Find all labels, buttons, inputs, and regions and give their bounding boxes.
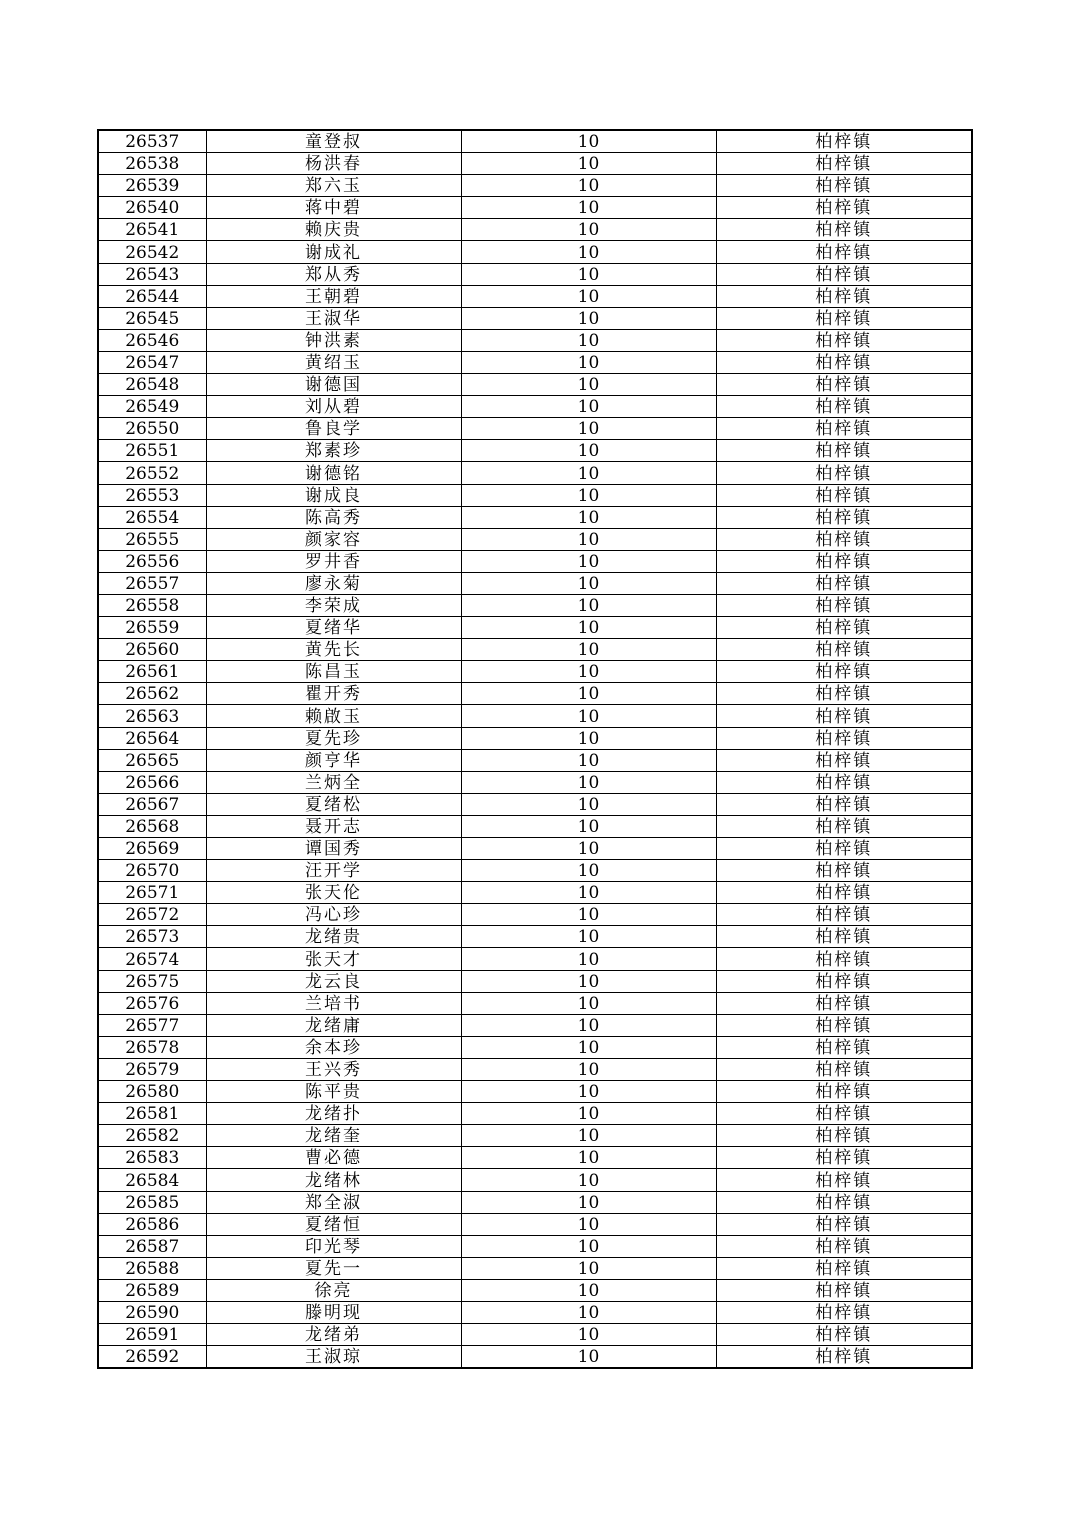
table-row bbox=[98, 860, 972, 882]
id-cell: 26543 bbox=[98, 263, 206, 285]
id-cell: 26592 bbox=[98, 1346, 206, 1369]
name-cell: 张天才 bbox=[206, 948, 461, 970]
table-row bbox=[98, 528, 972, 550]
id-cell: 26564 bbox=[98, 727, 206, 749]
amount-cell: 10 bbox=[461, 329, 716, 351]
amount-cell: 10 bbox=[461, 793, 716, 815]
amount-cell: 10 bbox=[461, 705, 716, 727]
town-cell: 柏梓镇 bbox=[716, 1147, 972, 1169]
town-cell: 柏梓镇 bbox=[716, 727, 972, 749]
town-cell: 柏梓镇 bbox=[716, 705, 972, 727]
town-cell: 柏梓镇 bbox=[716, 1346, 972, 1369]
id-cell: 26562 bbox=[98, 683, 206, 705]
amount-cell: 10 bbox=[461, 970, 716, 992]
name-cell: 龙绪贵 bbox=[206, 926, 461, 948]
table-row bbox=[98, 793, 972, 815]
table-row bbox=[98, 462, 972, 484]
table-row bbox=[98, 1169, 972, 1191]
amount-cell: 10 bbox=[461, 374, 716, 396]
amount-cell: 10 bbox=[461, 462, 716, 484]
amount-cell: 10 bbox=[461, 1235, 716, 1257]
table-row bbox=[98, 771, 972, 793]
town-cell: 柏梓镇 bbox=[716, 263, 972, 285]
town-cell: 柏梓镇 bbox=[716, 815, 972, 837]
town-cell: 柏梓镇 bbox=[716, 639, 972, 661]
amount-cell: 10 bbox=[461, 860, 716, 882]
town-cell: 柏梓镇 bbox=[716, 241, 972, 263]
amount-cell: 10 bbox=[461, 926, 716, 948]
id-cell: 26569 bbox=[98, 838, 206, 860]
table-row bbox=[98, 970, 972, 992]
amount-cell: 10 bbox=[461, 550, 716, 572]
name-cell: 谢德铭 bbox=[206, 462, 461, 484]
name-cell: 颜家容 bbox=[206, 528, 461, 550]
table-row bbox=[98, 374, 972, 396]
amount-cell: 10 bbox=[461, 1257, 716, 1279]
name-cell: 李荣成 bbox=[206, 594, 461, 616]
id-cell: 26583 bbox=[98, 1147, 206, 1169]
amount-cell: 10 bbox=[461, 1014, 716, 1036]
name-cell: 王淑华 bbox=[206, 307, 461, 329]
amount-cell: 10 bbox=[461, 263, 716, 285]
town-cell: 柏梓镇 bbox=[716, 661, 972, 683]
name-cell: 郑素珍 bbox=[206, 440, 461, 462]
table-row bbox=[98, 1257, 972, 1279]
table-row bbox=[98, 594, 972, 616]
amount-cell: 10 bbox=[461, 440, 716, 462]
id-cell: 26582 bbox=[98, 1125, 206, 1147]
name-cell: 谢德国 bbox=[206, 374, 461, 396]
table-row bbox=[98, 197, 972, 219]
name-cell: 王淑琼 bbox=[206, 1346, 461, 1369]
table-row bbox=[98, 175, 972, 197]
amount-cell: 10 bbox=[461, 307, 716, 329]
id-cell: 26591 bbox=[98, 1324, 206, 1346]
town-cell: 柏梓镇 bbox=[716, 374, 972, 396]
name-cell: 龙绪庸 bbox=[206, 1014, 461, 1036]
table-row bbox=[98, 329, 972, 351]
amount-cell: 10 bbox=[461, 617, 716, 639]
name-cell: 汪开学 bbox=[206, 860, 461, 882]
town-cell: 柏梓镇 bbox=[716, 948, 972, 970]
table-row bbox=[98, 1014, 972, 1036]
id-cell: 26581 bbox=[98, 1103, 206, 1125]
amount-cell: 10 bbox=[461, 285, 716, 307]
table-row bbox=[98, 351, 972, 373]
name-cell: 赖啟玉 bbox=[206, 705, 461, 727]
name-cell: 徐亮 bbox=[206, 1279, 461, 1301]
id-cell: 26548 bbox=[98, 374, 206, 396]
name-cell: 龙云良 bbox=[206, 970, 461, 992]
name-cell: 郑六玉 bbox=[206, 175, 461, 197]
amount-cell: 10 bbox=[461, 1036, 716, 1058]
name-cell: 张天伦 bbox=[206, 882, 461, 904]
table-row bbox=[98, 1125, 972, 1147]
name-cell: 郑全淑 bbox=[206, 1191, 461, 1213]
id-cell: 26560 bbox=[98, 639, 206, 661]
town-cell: 柏梓镇 bbox=[716, 1125, 972, 1147]
amount-cell: 10 bbox=[461, 396, 716, 418]
town-cell: 柏梓镇 bbox=[716, 860, 972, 882]
amount-cell: 10 bbox=[461, 572, 716, 594]
name-cell: 滕明现 bbox=[206, 1301, 461, 1323]
name-cell: 罗井香 bbox=[206, 550, 461, 572]
amount-cell: 10 bbox=[461, 882, 716, 904]
town-cell: 柏梓镇 bbox=[716, 484, 972, 506]
id-cell: 26546 bbox=[98, 329, 206, 351]
town-cell: 柏梓镇 bbox=[716, 506, 972, 528]
name-cell: 谭国秀 bbox=[206, 838, 461, 860]
name-cell: 黄绍玉 bbox=[206, 351, 461, 373]
id-cell: 26539 bbox=[98, 175, 206, 197]
amount-cell: 10 bbox=[461, 727, 716, 749]
amount-cell: 10 bbox=[461, 351, 716, 373]
table-body bbox=[98, 130, 972, 1368]
id-cell: 26575 bbox=[98, 970, 206, 992]
name-cell: 颜亨华 bbox=[206, 749, 461, 771]
table-row bbox=[98, 1279, 972, 1301]
name-cell: 龙绪奎 bbox=[206, 1125, 461, 1147]
name-cell: 黄先长 bbox=[206, 639, 461, 661]
name-cell: 陈平贵 bbox=[206, 1081, 461, 1103]
table-row bbox=[98, 572, 972, 594]
town-cell: 柏梓镇 bbox=[716, 1081, 972, 1103]
name-cell: 钟洪素 bbox=[206, 329, 461, 351]
town-cell: 柏梓镇 bbox=[716, 1058, 972, 1080]
table-row bbox=[98, 683, 972, 705]
table-row bbox=[98, 219, 972, 241]
id-cell: 26553 bbox=[98, 484, 206, 506]
town-cell: 柏梓镇 bbox=[716, 130, 972, 153]
town-cell: 柏梓镇 bbox=[716, 1257, 972, 1279]
id-cell: 26568 bbox=[98, 815, 206, 837]
town-cell: 柏梓镇 bbox=[716, 351, 972, 373]
name-cell: 夏先珍 bbox=[206, 727, 461, 749]
town-cell: 柏梓镇 bbox=[716, 1213, 972, 1235]
table-row bbox=[98, 705, 972, 727]
id-cell: 26554 bbox=[98, 506, 206, 528]
town-cell: 柏梓镇 bbox=[716, 572, 972, 594]
id-cell: 26571 bbox=[98, 882, 206, 904]
id-cell: 26588 bbox=[98, 1257, 206, 1279]
table-row bbox=[98, 1081, 972, 1103]
table-row bbox=[98, 948, 972, 970]
id-cell: 26555 bbox=[98, 528, 206, 550]
name-cell: 郑从秀 bbox=[206, 263, 461, 285]
table-row bbox=[98, 1147, 972, 1169]
table-row bbox=[98, 1036, 972, 1058]
table-row bbox=[98, 1191, 972, 1213]
amount-cell: 10 bbox=[461, 1081, 716, 1103]
id-cell: 26561 bbox=[98, 661, 206, 683]
id-cell: 26585 bbox=[98, 1191, 206, 1213]
table-row bbox=[98, 396, 972, 418]
town-cell: 柏梓镇 bbox=[716, 992, 972, 1014]
table-row bbox=[98, 617, 972, 639]
amount-cell: 10 bbox=[461, 175, 716, 197]
id-cell: 26541 bbox=[98, 219, 206, 241]
town-cell: 柏梓镇 bbox=[716, 153, 972, 175]
id-cell: 26570 bbox=[98, 860, 206, 882]
town-cell: 柏梓镇 bbox=[716, 307, 972, 329]
table-row bbox=[98, 1235, 972, 1257]
name-cell: 冯心珍 bbox=[206, 904, 461, 926]
id-cell: 26545 bbox=[98, 307, 206, 329]
table-row bbox=[98, 440, 972, 462]
town-cell: 柏梓镇 bbox=[716, 528, 972, 550]
table-row bbox=[98, 307, 972, 329]
table-row bbox=[98, 1301, 972, 1323]
id-cell: 26550 bbox=[98, 418, 206, 440]
id-cell: 26544 bbox=[98, 285, 206, 307]
table-row bbox=[98, 639, 972, 661]
town-cell: 柏梓镇 bbox=[716, 1235, 972, 1257]
table-row bbox=[98, 1058, 972, 1080]
name-cell: 陈昌玉 bbox=[206, 661, 461, 683]
id-cell: 26580 bbox=[98, 1081, 206, 1103]
table-row bbox=[98, 153, 972, 175]
amount-cell: 10 bbox=[461, 1346, 716, 1369]
name-cell: 龙绪弟 bbox=[206, 1324, 461, 1346]
id-cell: 26556 bbox=[98, 550, 206, 572]
town-cell: 柏梓镇 bbox=[716, 970, 972, 992]
town-cell: 柏梓镇 bbox=[716, 1014, 972, 1036]
table-row bbox=[98, 749, 972, 771]
town-cell: 柏梓镇 bbox=[716, 838, 972, 860]
id-cell: 26566 bbox=[98, 771, 206, 793]
table-row bbox=[98, 285, 972, 307]
amount-cell: 10 bbox=[461, 1279, 716, 1301]
table-row bbox=[98, 815, 972, 837]
table-row bbox=[98, 1346, 972, 1369]
id-cell: 26584 bbox=[98, 1169, 206, 1191]
amount-cell: 10 bbox=[461, 1169, 716, 1191]
amount-cell: 10 bbox=[461, 683, 716, 705]
amount-cell: 10 bbox=[461, 484, 716, 506]
name-cell: 夏绪恒 bbox=[206, 1213, 461, 1235]
name-cell: 龙绪林 bbox=[206, 1169, 461, 1191]
town-cell: 柏梓镇 bbox=[716, 1103, 972, 1125]
town-cell: 柏梓镇 bbox=[716, 1191, 972, 1213]
id-cell: 26576 bbox=[98, 992, 206, 1014]
id-cell: 26563 bbox=[98, 705, 206, 727]
town-cell: 柏梓镇 bbox=[716, 793, 972, 815]
town-cell: 柏梓镇 bbox=[716, 329, 972, 351]
name-cell: 王兴秀 bbox=[206, 1058, 461, 1080]
id-cell: 26577 bbox=[98, 1014, 206, 1036]
amount-cell: 10 bbox=[461, 1324, 716, 1346]
amount-cell: 10 bbox=[461, 506, 716, 528]
table-row bbox=[98, 727, 972, 749]
amount-cell: 10 bbox=[461, 418, 716, 440]
town-cell: 柏梓镇 bbox=[716, 771, 972, 793]
id-cell: 26590 bbox=[98, 1301, 206, 1323]
amount-cell: 10 bbox=[461, 639, 716, 661]
name-cell: 夏先一 bbox=[206, 1257, 461, 1279]
id-cell: 26552 bbox=[98, 462, 206, 484]
amount-cell: 10 bbox=[461, 904, 716, 926]
name-cell: 印光琴 bbox=[206, 1235, 461, 1257]
town-cell: 柏梓镇 bbox=[716, 285, 972, 307]
id-cell: 26549 bbox=[98, 396, 206, 418]
id-cell: 26578 bbox=[98, 1036, 206, 1058]
town-cell: 柏梓镇 bbox=[716, 462, 972, 484]
name-cell: 廖永菊 bbox=[206, 572, 461, 594]
id-cell: 26551 bbox=[98, 440, 206, 462]
name-cell: 陈高秀 bbox=[206, 506, 461, 528]
id-cell: 26567 bbox=[98, 793, 206, 815]
table-row bbox=[98, 550, 972, 572]
town-cell: 柏梓镇 bbox=[716, 926, 972, 948]
id-cell: 26538 bbox=[98, 153, 206, 175]
id-cell: 26547 bbox=[98, 351, 206, 373]
name-cell: 龙绪扑 bbox=[206, 1103, 461, 1125]
id-cell: 26579 bbox=[98, 1058, 206, 1080]
table-row bbox=[98, 904, 972, 926]
id-cell: 26574 bbox=[98, 948, 206, 970]
name-cell: 王朝碧 bbox=[206, 285, 461, 307]
town-cell: 柏梓镇 bbox=[716, 550, 972, 572]
table-row bbox=[98, 241, 972, 263]
amount-cell: 10 bbox=[461, 771, 716, 793]
town-cell: 柏梓镇 bbox=[716, 882, 972, 904]
amount-cell: 10 bbox=[461, 1125, 716, 1147]
town-cell: 柏梓镇 bbox=[716, 594, 972, 616]
table-row bbox=[98, 484, 972, 506]
name-cell: 夏绪松 bbox=[206, 793, 461, 815]
town-cell: 柏梓镇 bbox=[716, 197, 972, 219]
table-row bbox=[98, 661, 972, 683]
name-cell: 谢成礼 bbox=[206, 241, 461, 263]
name-cell: 聂开志 bbox=[206, 815, 461, 837]
name-cell: 鲁良学 bbox=[206, 418, 461, 440]
name-cell: 曹必德 bbox=[206, 1147, 461, 1169]
id-cell: 26537 bbox=[98, 130, 206, 153]
id-cell: 26558 bbox=[98, 594, 206, 616]
amount-cell: 10 bbox=[461, 661, 716, 683]
amount-cell: 10 bbox=[461, 197, 716, 219]
table-row bbox=[98, 838, 972, 860]
amount-cell: 10 bbox=[461, 948, 716, 970]
id-cell: 26565 bbox=[98, 749, 206, 771]
amount-cell: 10 bbox=[461, 749, 716, 771]
table-row bbox=[98, 506, 972, 528]
table-row bbox=[98, 1324, 972, 1346]
amount-cell: 10 bbox=[461, 130, 716, 153]
id-cell: 26559 bbox=[98, 617, 206, 639]
table-row bbox=[98, 263, 972, 285]
amount-cell: 10 bbox=[461, 1213, 716, 1235]
name-cell: 兰培书 bbox=[206, 992, 461, 1014]
town-cell: 柏梓镇 bbox=[716, 1301, 972, 1323]
town-cell: 柏梓镇 bbox=[716, 440, 972, 462]
id-cell: 26542 bbox=[98, 241, 206, 263]
name-cell: 夏绪华 bbox=[206, 617, 461, 639]
table-row bbox=[98, 882, 972, 904]
amount-cell: 10 bbox=[461, 219, 716, 241]
amount-cell: 10 bbox=[461, 594, 716, 616]
table-row bbox=[98, 926, 972, 948]
table-row bbox=[98, 130, 972, 153]
id-cell: 26573 bbox=[98, 926, 206, 948]
amount-cell: 10 bbox=[461, 992, 716, 1014]
amount-cell: 10 bbox=[461, 1058, 716, 1080]
id-cell: 26587 bbox=[98, 1235, 206, 1257]
amount-cell: 10 bbox=[461, 1301, 716, 1323]
amount-cell: 10 bbox=[461, 1147, 716, 1169]
town-cell: 柏梓镇 bbox=[716, 1324, 972, 1346]
name-cell: 瞿开秀 bbox=[206, 683, 461, 705]
table-row bbox=[98, 992, 972, 1014]
town-cell: 柏梓镇 bbox=[716, 683, 972, 705]
name-cell: 蒋中碧 bbox=[206, 197, 461, 219]
name-cell: 谢成良 bbox=[206, 484, 461, 506]
name-cell: 刘从碧 bbox=[206, 396, 461, 418]
town-cell: 柏梓镇 bbox=[716, 1169, 972, 1191]
amount-cell: 10 bbox=[461, 153, 716, 175]
table-row bbox=[98, 1103, 972, 1125]
town-cell: 柏梓镇 bbox=[716, 904, 972, 926]
id-cell: 26586 bbox=[98, 1213, 206, 1235]
id-cell: 26557 bbox=[98, 572, 206, 594]
town-cell: 柏梓镇 bbox=[716, 396, 972, 418]
name-cell: 兰炳全 bbox=[206, 771, 461, 793]
amount-cell: 10 bbox=[461, 838, 716, 860]
town-cell: 柏梓镇 bbox=[716, 219, 972, 241]
table-row bbox=[98, 418, 972, 440]
id-cell: 26540 bbox=[98, 197, 206, 219]
town-cell: 柏梓镇 bbox=[716, 418, 972, 440]
data-table bbox=[97, 129, 973, 1369]
town-cell: 柏梓镇 bbox=[716, 749, 972, 771]
town-cell: 柏梓镇 bbox=[716, 1036, 972, 1058]
amount-cell: 10 bbox=[461, 241, 716, 263]
name-cell: 杨洪春 bbox=[206, 153, 461, 175]
id-cell: 26589 bbox=[98, 1279, 206, 1301]
amount-cell: 10 bbox=[461, 1103, 716, 1125]
amount-cell: 10 bbox=[461, 528, 716, 550]
table-row bbox=[98, 1213, 972, 1235]
name-cell: 赖庆贵 bbox=[206, 219, 461, 241]
amount-cell: 10 bbox=[461, 815, 716, 837]
id-cell: 26572 bbox=[98, 904, 206, 926]
name-cell: 童登叔 bbox=[206, 130, 461, 153]
amount-cell: 10 bbox=[461, 1191, 716, 1213]
town-cell: 柏梓镇 bbox=[716, 617, 972, 639]
name-cell: 余本珍 bbox=[206, 1036, 461, 1058]
town-cell: 柏梓镇 bbox=[716, 1279, 972, 1301]
town-cell: 柏梓镇 bbox=[716, 175, 972, 197]
